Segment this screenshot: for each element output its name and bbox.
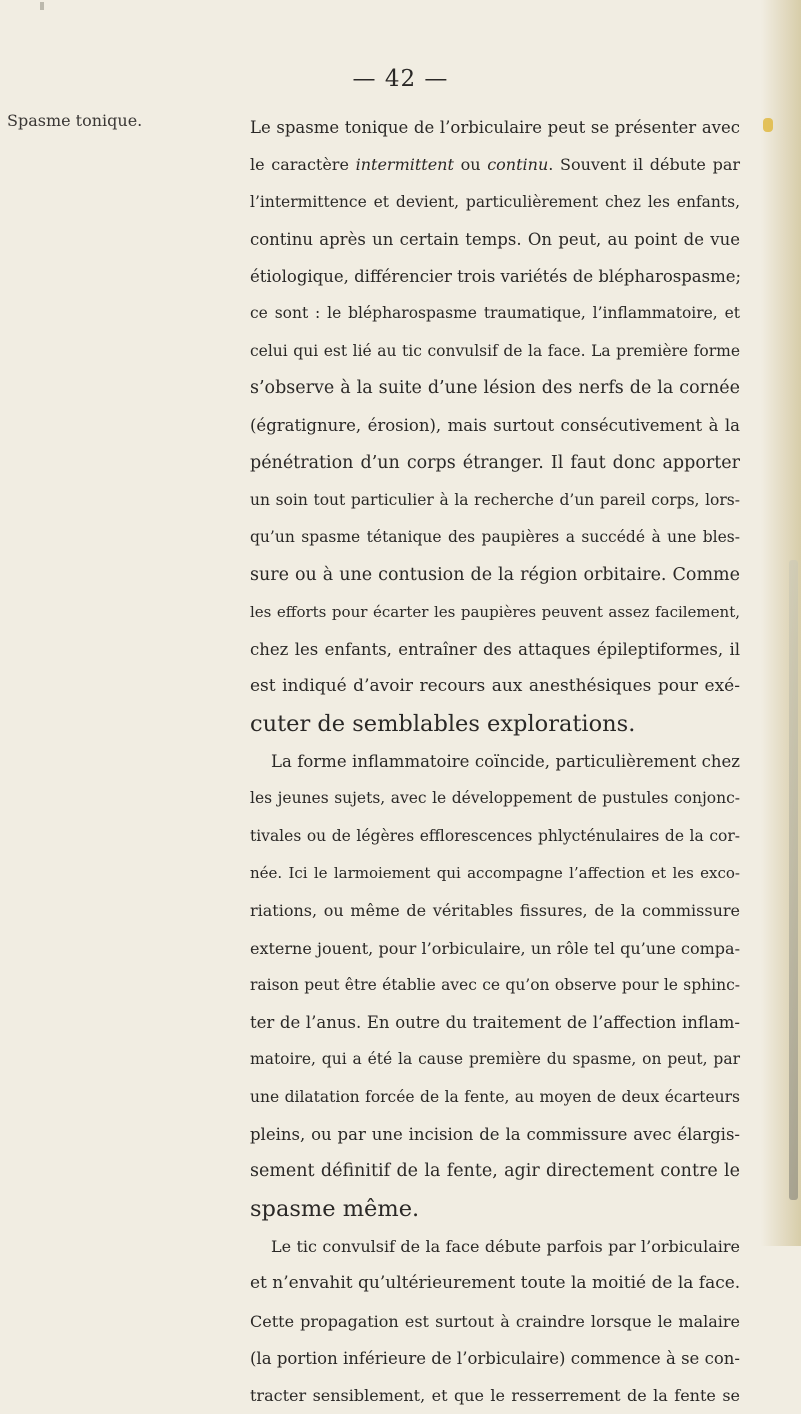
- text-line: qu’un spasme tétanique des paupières a succédé à une bles-: [250, 528, 740, 547]
- text-line: spasme même.: [250, 1195, 420, 1222]
- text-line: née. Ici le larmoiement qui accompagne l’affection et les exco-: [250, 863, 740, 882]
- text-line: pénétration d’un corps étranger. Il faut donc apporter: [250, 452, 740, 473]
- text-line: l’intermittence et devient, particulièrement chez les enfants,: [250, 192, 740, 211]
- binding-strip: [789, 560, 798, 1200]
- text-line: tracter sensiblement, et que le resserrement de la fente se: [250, 1386, 740, 1406]
- text-line: La forme inflammatoire coïncide, particulièrement chez: [271, 752, 740, 772]
- text-line: (la portion inférieure de l’orbiculaire) commence à se con-: [250, 1348, 740, 1368]
- text-line: ce sont : le blépharospasme traumatique, l’inflammatoire, et: [250, 304, 740, 323]
- emphasis: continu: [487, 155, 549, 175]
- text-line: les efforts pour écarter les paupières peuvent assez facilement,: [250, 602, 740, 621]
- margin-note: Spasme tonique.: [7, 111, 143, 130]
- text-line: le caractère intermittent ou continu. Souvent il débute par: [250, 155, 740, 175]
- text-line: tivales ou de légères efflorescences phlycténulaires de la cor-: [250, 826, 740, 845]
- text-line: s’observe à la suite d’une lésion des nerfs de la cornée: [250, 378, 740, 399]
- page-number: — 42 —: [352, 66, 449, 92]
- text-line: celui qui est lié au tic convulsif de la face. La première forme: [250, 341, 740, 360]
- binding-mark: [763, 118, 773, 132]
- text-line: chez les enfants, entraîner des attaques épileptiformes, il: [250, 640, 740, 660]
- text-line: les jeunes sujets, avec le développement de pustules conjonc-: [250, 789, 740, 808]
- page-speck: [40, 2, 44, 10]
- text-line: ter de l’anus. En outre du traitement de l’affection inflam-: [250, 1013, 740, 1033]
- text-line: matoire, qui a été la cause première du spasme, on peut, par: [250, 1050, 740, 1069]
- text-line: est indiqué d’avoir recours aux anesthésiques pour exé-: [250, 676, 740, 697]
- text-line: pleins, ou par une incision de la commissure avec élargis-: [250, 1125, 740, 1145]
- text-line: Cette propagation est surtout à craindre lorsque le malaire: [250, 1311, 740, 1331]
- text-line: externe jouent, pour l’orbiculaire, un rôle tel qu’une compa-: [250, 938, 740, 958]
- text-line: et n’envahit qu’ultérieurement toute la moitié de la face.: [250, 1273, 741, 1294]
- body-text: [250, 109, 740, 1414]
- text-line: une dilatation forcée de la fente, au moyen de deux écarteurs: [250, 1087, 740, 1106]
- text-line: un soin tout particulier à la recherche d’un pareil corps, lors-: [250, 490, 740, 509]
- text-line: sure ou à une contusion de la région orbitaire. Comme: [250, 564, 740, 585]
- text-line: cuter de semblables explorations.: [250, 710, 636, 737]
- text-line: Le tic convulsif de la face débute parfois par l’orbiculaire: [271, 1236, 740, 1256]
- text-line: raison peut être établie avec ce qu’on observe pour le sphinc-: [250, 975, 740, 994]
- text-line: sement définitif de la fente, agir directement contre le: [250, 1161, 740, 1182]
- text-line: riations, ou même de véritables fissures, de la commissure: [250, 901, 740, 921]
- text-line: étiologique, différencier trois variétés de blépharospasme;: [250, 267, 742, 287]
- text-line: (égratignure, érosion), mais surtout consécutivement à la: [250, 416, 740, 436]
- emphasis: intermittent: [355, 155, 454, 175]
- text-line: continu après un certain temps. On peut, au point de vue: [250, 229, 740, 249]
- text-line: Le spasme tonique de l’orbiculaire peut se présenter avec: [250, 118, 740, 137]
